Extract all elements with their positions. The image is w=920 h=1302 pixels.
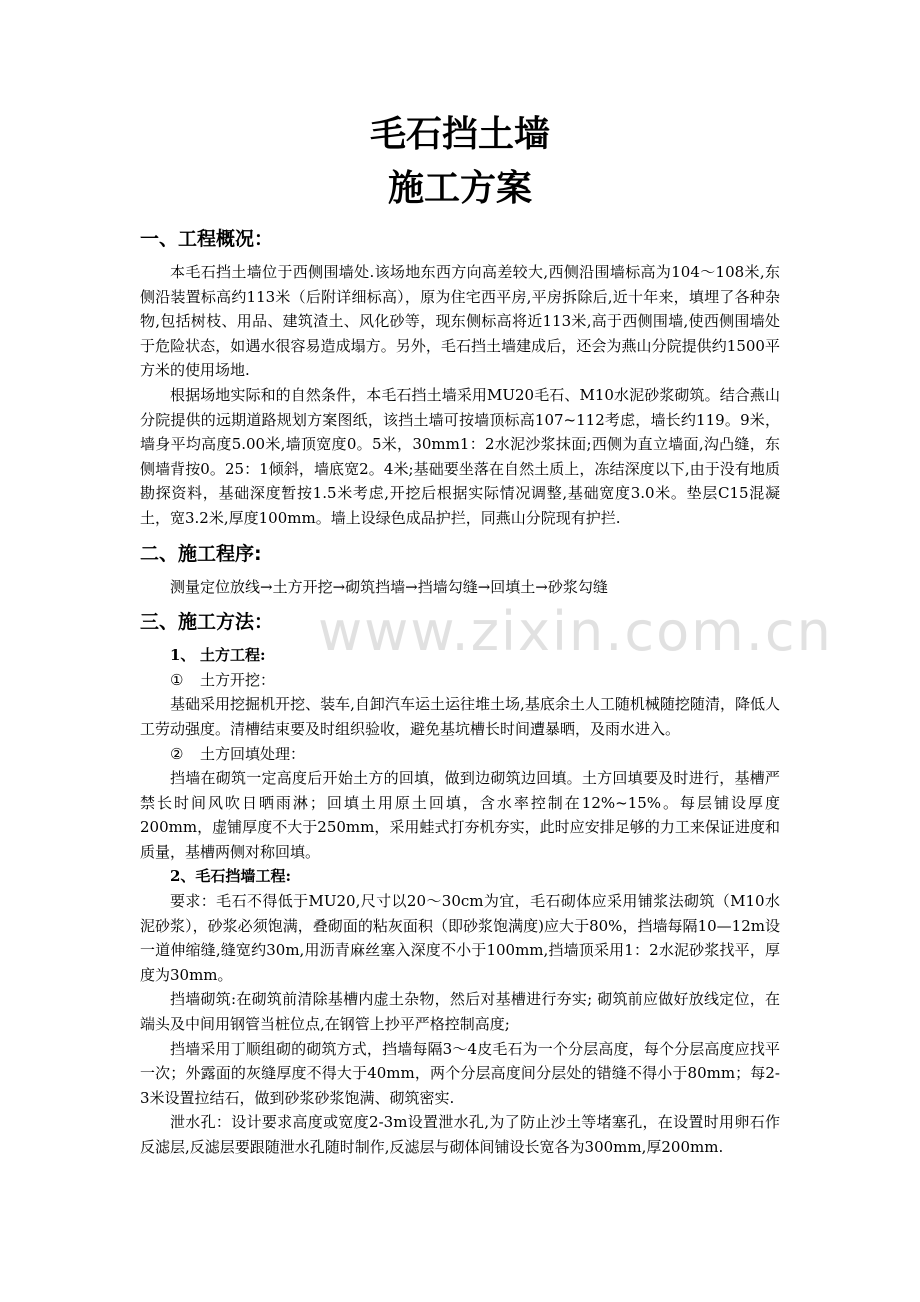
- item-title: 土方开挖：: [200, 670, 276, 689]
- subsection-rubble-wall: 2、毛石挡墙工程:: [170, 867, 291, 886]
- section-3-heading: 三、施工方法：: [140, 611, 274, 634]
- requirements-paragraph: 要求：毛石不得低于MU20,尺寸以20～30cm为宜，毛石砌体应采用铺浆法砌筑（M10水泥砂浆），砂浆必须饱满，叠砌面的粘灰面积（即砂浆饱满度)应大于80%，挡墙每隔10—12m设一道伸缩缝,缝宽约30m,用沥青麻丝塞入深度不小于100mm,挡墙顶采用1：2水泥砂浆找平，厚度为30mm。: [140, 892, 780, 984]
- item-title: 土方回填处理：: [200, 744, 306, 763]
- section-1-paragraph-1: 本毛石挡土墙位于西侧围墙处.该场地东西方向高差较大,西侧沿围墙标高为104～108米,东侧沿装置标高约113米（后附详细标高），原为住宅西平房,平房拆除后,近十年来，填埋了各种杂物,包括树枝、用品、建筑渣土、风化砂等，现东侧标高将近113米,高于西侧围墙,使西侧围墙处于危险状态，如遇水很容易造成塌方。另外，毛石挡土墙建成后，还会为燕山分院提供约1500平方米的使用场地.: [140, 263, 780, 380]
- construction-flow: 测量定位放线→土方开挖→砌筑挡墙→挡墙勾缝→回填土→砂浆勾缝: [170, 577, 608, 596]
- title-line-2: 施工方案: [387, 168, 532, 209]
- section-2-heading: 二、施工程序:: [140, 542, 262, 565]
- bonding-paragraph: 挡墙采用丁顺组砌的砌筑方式，挡墙每隔3～4皮毛石为一个分层高度，每个分层高度应找平一次；外露面的灰缝厚度不得大于40mm，两个分层高度间分层处的错缝不得小于80mm；每2-3米设置拉结石，做到砂浆砂浆饱满、砌筑密实.: [140, 1039, 780, 1107]
- backfill-paragraph: 挡墙在砌筑一定高度后开始土方的回填，做到边砌筑边回填。土方回填要及时进行，基槽严禁长时间风吹日晒雨淋；回填土用原土回填，含水率控制在12%~15%。每层铺设厚度200mm，虚铺厚度不大于250mm，采用蛙式打夯机夯实，此时应安排足够的力工来保证进度和质量，基槽两侧对称回填。: [140, 769, 780, 861]
- excavation-paragraph: 基础采用挖掘机开挖、装车,自卸汽车运土运往堆土场,基底余土人工随机械随挖随清，降低人工劳动强度。清槽结束要及时组织验收，避免基坑槽长时间遭暴晒，及雨水进入。: [140, 695, 780, 738]
- item-excavation: [140, 668, 780, 693]
- item-number: ②: [170, 744, 184, 763]
- wall-masonry-paragraph: 挡墙砌筑:在砌筑前清除基槽内虚土杂物，然后对基槽进行夯实; 砌筑前应做好放线定位，在端头及中间用钢管当桩位点,在钢管上抄平严格控制高度;: [140, 990, 780, 1034]
- section-1-heading: 一、工程概况：: [140, 228, 274, 250]
- item-number: ①: [170, 670, 184, 689]
- weep-hole-paragraph: 泄水孔：设计要求高度或宽度2-3m设置泄水孔,为了防止沙土等堵塞孔，在设置时用卵石作反滤层,反滤层要跟随泄水孔随时制作,反滤层与砌体间铺设长宽各为300mm,厚200mm.: [140, 1113, 780, 1156]
- watermark: www.zixin.com.cn: [318, 600, 833, 663]
- item-backfill: [140, 742, 780, 767]
- subsection-number: 1、: [170, 646, 196, 665]
- subsection-earthwork: [140, 643, 780, 668]
- title-line-1: 毛石挡土墙: [369, 114, 550, 155]
- subsection-title: 土方工程:: [200, 646, 266, 665]
- document-page: [140, 108, 780, 1160]
- section-1-paragraph-2: 根据场地实际和的自然条件，本毛石挡土墙采用MU20毛石、M10水泥砂浆砌筑。结合燕山分院提供的远期道路规划方案图纸，该挡土墙可按墙顶标高107~112考虑，墙长约119。9米，墙身平均高度5.00米,墙顶宽度0。5米，30mm1：2水泥沙浆抹面;西侧为直立墙面,沟凸缝，东侧墙背按0。25：1倾斜，墙底宽2。4米;基础要坐落在自然土质上，冻结深度以下,由于没有地质勘探资料，基础深度暂按1.5米考虑,开挖后根据实际情况调整,基础宽度3.0米。垫层C15混凝土，宽3.2米,厚度100mm。墙上设绿色成品护拦，同燕山分院现有护拦.: [140, 385, 780, 527]
